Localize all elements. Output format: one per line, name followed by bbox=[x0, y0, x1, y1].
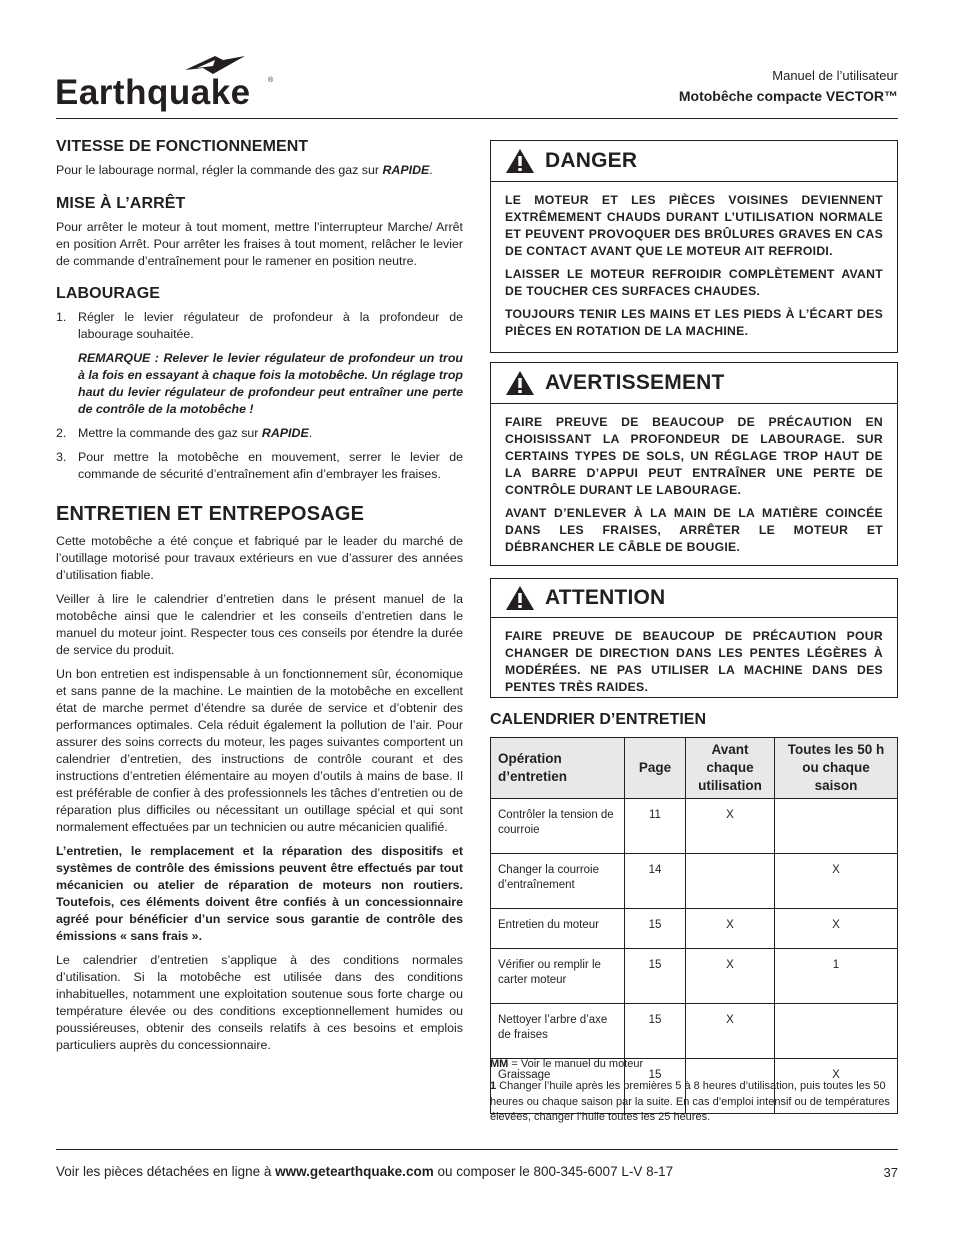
table-row bbox=[491, 854, 898, 909]
legend-mm: MM = Voir le manuel du moteur bbox=[490, 1058, 644, 1070]
section-title-tilling: LABOURAGE bbox=[56, 285, 161, 302]
table-cell bbox=[686, 854, 775, 909]
operating-speed-text: Pour le labourage normal, régler la commande des gaz sur RAPIDE. bbox=[56, 163, 433, 177]
schedule-title: CALENDRIER D’ENTRETIEN bbox=[490, 711, 707, 728]
column-header: Avant chaque utilisation bbox=[686, 738, 775, 799]
warning-body bbox=[491, 404, 897, 572]
list-item: 3. Pour mettre la motobêche en mouvement, serrer le levier de commande de sécurité d’entraînement afin d’embrayer les fraises. bbox=[56, 450, 463, 481]
table-cell: 15 bbox=[625, 1004, 686, 1059]
footer-divider bbox=[56, 1149, 898, 1150]
table-cell: Vérifier ou remplir le carter moteur bbox=[491, 949, 625, 1004]
table-cell: 15 bbox=[625, 949, 686, 1004]
table-cell: Contrôler la tension de courroie bbox=[491, 799, 625, 854]
table-row bbox=[491, 949, 898, 1004]
shutdown-text: Pour arrêter le moteur à tout moment, mettre l’interrupteur Marche/ Arrêt en position Arrêt. Pour arrêter les fraises à tout moment, relâcher le levier de commande d’entraînement pour le ramener en position neutre. bbox=[56, 220, 463, 268]
table-cell bbox=[775, 799, 898, 854]
footer-text: Voir les pièces détachées en ligne à www.getearthquake.com ou composer le 800-345-6007 L-V 8-17 bbox=[56, 1164, 674, 1179]
maintenance-paragraph: Veiller à lire le calendrier d’entretien dans le présent manuel de la motobêche ainsi que le calendrier et les conseils d’entretien dans le manuel du moteur joint. Respecter tous ces conseils por étendre la durée de service du produit. bbox=[56, 592, 463, 657]
tilling-note: REMARQUE : Relever le levier régulateur de profondeur un trou à la fois en essayant à chaque fois la motobêche. Un réglage trop haut du levier régulateur de profondeur peut entraîner une perte de contrôle de la motobêche ! bbox=[78, 351, 463, 416]
attention-title: ATTENTION bbox=[545, 586, 666, 609]
danger-title: DANGER bbox=[545, 149, 638, 172]
left-column bbox=[56, 138, 463, 1061]
column-header: Page bbox=[625, 738, 686, 799]
danger-box bbox=[490, 140, 898, 353]
maintenance-paragraph: Cette motobêche a été conçue et fabriqué par le leader du marché de l’outillage motorisé pour travaux extérieurs en vue d’assurer des années d’utilisation fiable. bbox=[56, 534, 463, 582]
table-cell: Entretien du moteur bbox=[491, 909, 625, 949]
table-cell: X bbox=[775, 854, 898, 909]
column-header: Opération d’entretien bbox=[491, 738, 625, 799]
earthquake-logo bbox=[55, 54, 279, 112]
emissions-paragraph: L’entretien, le remplacement et la réparation des dispositifs et systèmes de contrôle des émissions peuvent être effectués par tout mécanicien ou atelier de réparation de moteurs non routiers. Toutefois, ces éléments doivent être confiés à un concessionnaire agréé pour bénéficier d’un service sous garantie de contrôle des émissions « sans frais ». bbox=[56, 844, 463, 943]
table-cell: X bbox=[686, 799, 775, 854]
attention-header bbox=[491, 579, 897, 618]
table-cell: 15 bbox=[625, 1059, 686, 1114]
warning-triangle-icon bbox=[505, 148, 535, 174]
logo-graphic bbox=[55, 54, 279, 112]
table-cell bbox=[775, 1004, 898, 1059]
danger-text: LE MOTEUR ET LES PIÈCES VOISINES DEVIENNENT EXTRÊMEMENT CHAUDS DURANT L’UTILISATION NORMALE ET PEUVENT PROVOQUER DES BRÛLURES GRAVES EN CAS DE CONTACT AVANT QUE LE MOTEUR AIT REFROIDI. bbox=[505, 193, 883, 258]
page-number: 37 bbox=[883, 1165, 898, 1180]
maintenance-paragraph: Le calendrier d’entretien s’applique à des conditions normales d’utilisation. Si la motobêche est utilisée dans des conditions inhabituelles, notamment une exploitation soutenue sous forte charge ou température élevée ou des conditions exceptionnellement humides ou poussiéreuses, obtenir des conseils relatifs à ces besoins et emplois particuliers auprès du concessionnaire. bbox=[56, 953, 463, 1052]
warning-text: AVANT D’ENLEVER À LA MAIN DE LA MATIÈRE COINCÉE DANS LES FRAISES, ARRÊTER LE MOTEUR ET DÉBRANCHER LE CÂBLE DE BOUGIE. bbox=[505, 506, 883, 554]
warning-text: FAIRE PREUVE DE BEAUCOUP DE PRÉCAUTION EN CHOISISSANT LA PROFONDEUR DE LABOURAGE. SUR CERTAINS TYPES DE SOLS, UN RÉGLAGE TROP HAUT DE LA BARRE D’APPUI PEUT ENTRAÎNER UNE PERTE DE CONTRÔLE DURANT LE LABOURAGE. bbox=[505, 415, 883, 497]
section-title-shutdown: MISE À L’ARRÊT bbox=[56, 195, 186, 212]
svg-text:®: ® bbox=[268, 77, 274, 84]
warning-triangle-icon bbox=[505, 585, 535, 611]
table-cell: Graissage bbox=[491, 1059, 625, 1114]
column-header: Toutes les 50 h ou chaque saison bbox=[775, 738, 898, 799]
manual-label: Manuel de l’utilisateur bbox=[772, 68, 898, 83]
legend-footnote-1: 1 Changer l’huile après les premières 5 à 8 heures d’utilisation, puis toutes les 50 heures ou chaque saison par la suite. En cas d’emploi intensif ou de températures élevées, changer l’huile toutes les 25 heures. bbox=[490, 1080, 890, 1123]
table-row bbox=[491, 799, 898, 854]
warning-triangle-icon bbox=[505, 370, 535, 396]
danger-header bbox=[491, 141, 897, 182]
table-cell: X bbox=[686, 1004, 775, 1059]
table-cell: X bbox=[775, 909, 898, 949]
maintenance-paragraph: Un bon entretien est indispensable à un fonctionnement sûr, économique et sans panne de la machine. Le maintien de la motobêche en excellent état de marche permet d’étendre sa durée de service et d’obtenir des performances optimales. Cela réduit également la pollution de l’air. Pour assurer des soins corrects du moteur, les pages suivantes comportent un calendrier d’entretien, des instructions de contrôle courant et des instructions d’entretien élémentaire au moyen d’outils à mains de base. Il est préférable de confier à des professionnels les tâches d’entretien ou de réparation plus difficiles ou nécessitant un outillage spécial et qui sont normalement effectuées par un technicien ou autre mécanicien qualifié. bbox=[56, 667, 463, 834]
table-cell: 14 bbox=[625, 854, 686, 909]
table-header-row bbox=[491, 738, 898, 799]
product-name: Motobêche compacte VECTOR™ bbox=[678, 88, 898, 104]
warning-header bbox=[491, 363, 897, 404]
logo-text: Earthquake bbox=[55, 73, 251, 112]
table-row bbox=[491, 1004, 898, 1059]
website-link[interactable]: www.getearthquake.com bbox=[275, 1164, 434, 1179]
table-cell: 11 bbox=[625, 799, 686, 854]
section-title-operating-speed: VITESSE DE FONCTIONNEMENT bbox=[56, 138, 309, 155]
danger-body bbox=[491, 182, 897, 356]
attention-text: FAIRE PREUVE DE BEAUCOUP DE PRÉCAUTION POUR CHANGER DE DIRECTION DANS LES PENTES LÉGÈRES À MODÉRÉES. NE PAS UTILISER LA MACHINE DANS DES PENTES TRÈS RAIDES. bbox=[505, 629, 883, 694]
attention-body bbox=[491, 618, 897, 712]
table-cell: Nettoyer l’arbre d’axe de fraises bbox=[491, 1004, 625, 1059]
danger-text: LAISSER LE MOTEUR REFROIDIR COMPLÈTEMENT AVANT DE TOUCHER CES SURFACES CHAUDES. bbox=[505, 267, 883, 298]
warning-title: AVERTISSEMENT bbox=[545, 371, 725, 394]
list-item: 2. Mettre la commande des gaz sur RAPIDE. bbox=[56, 426, 313, 440]
section-title-maintenance: ENTRETIEN ET ENTREPOSAGE bbox=[56, 503, 365, 525]
table-cell: X bbox=[775, 1059, 898, 1114]
table-cell: 1 bbox=[775, 949, 898, 1004]
table-cell: X bbox=[686, 909, 775, 949]
table-cell: Changer la courroie d’entraînement bbox=[491, 854, 625, 909]
table-cell: X bbox=[686, 949, 775, 1004]
header-divider bbox=[56, 118, 898, 119]
warning-box bbox=[490, 362, 898, 566]
table-cell: 15 bbox=[625, 909, 686, 949]
table-row bbox=[491, 909, 898, 949]
attention-box bbox=[490, 578, 898, 698]
danger-text: TOUJOURS TENIR LES MAINS ET LES PIEDS À L’ÉCART DES PIÈCES EN ROTATION DE LA MACHINE. bbox=[505, 307, 883, 338]
list-item: 1. Régler le levier régulateur de profondeur à la profondeur de labourage souhaitée. bbox=[56, 310, 463, 341]
